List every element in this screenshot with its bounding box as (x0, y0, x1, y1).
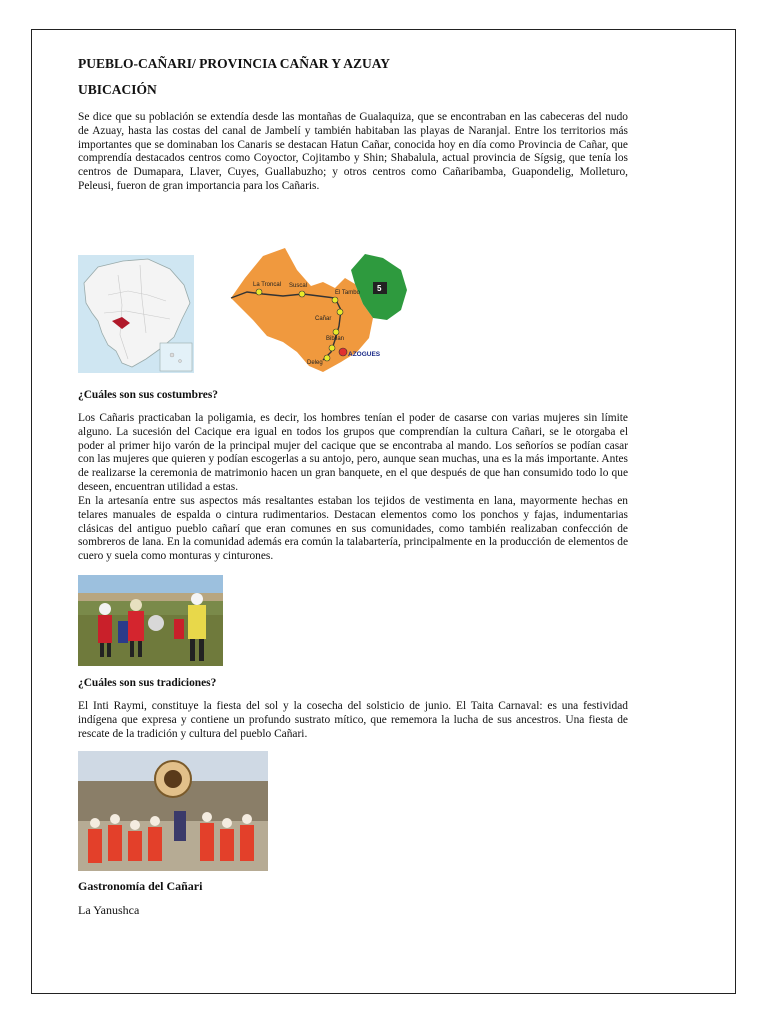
map-label-la-troncal: La Troncal (253, 282, 282, 288)
inti-raymi-photo-graphic (78, 751, 268, 871)
map-label-deleg: Deleg (307, 360, 323, 366)
traditions-paragraph: El Inti Raymi, constituye la fiesta del sol y la cosecha del solsticio de junio. El Taita Carnaval: es una festividad indígena que expresa y contiene un profundo sustrato mítico, que rememora la lucha de sus ancestros. Una fiesta de rescate de la tradición y cultura del pueblo Cañari. (78, 700, 628, 740)
canar-province-map (223, 248, 410, 376)
inti-raymi-photo (78, 751, 268, 871)
map-region-number: 5 (377, 284, 382, 293)
section-heading-ubicacion: UBICACIÓN (78, 82, 157, 97)
heading-gastronomia: Gastronomía del Cañari (78, 879, 203, 893)
heading-tradiciones: ¿Cuáles son sus tradiciones? (78, 677, 217, 689)
map-label-canar: Cañar (315, 316, 332, 322)
heading-costumbres: ¿Cuáles son sus costumbres? (78, 389, 218, 401)
dance-photo-1-graphic (78, 575, 223, 666)
map-label-suscal: Suscal (289, 283, 308, 289)
ecuador-map-graphic (78, 255, 194, 373)
dish-name: La Yanushca (78, 903, 140, 917)
map-label-azogues: AZOGUES (348, 351, 381, 358)
canar-map-graphic (223, 248, 410, 376)
ecuador-locator-map (78, 255, 194, 373)
customs-paragraph-2: En la artesanía entre sus aspectos más resaltantes estaban los tejidos de vestimenta en lana, mayormente hechas en telares manuales de espalda o cintura rudimentarios. Destacan elementos como los ponchos y fajas, indumentarias clásicas del antiguo pueblo cañarí que eran comunes en sus comunidades, como también realizaban confección de sombreros de lana. En la comunidad además era común la talabartería, principalmente en la producción de elementos de cuero y suela como monturas y cinturones. (78, 495, 628, 563)
map-label-biblian: Biblian (326, 336, 345, 342)
dance-photo-1 (78, 575, 223, 666)
document-title: PUEBLO-CAÑARI/ PROVINCIA CAÑAR Y AZUAY (78, 56, 391, 71)
customs-paragraph-1: Los Cañaris practicaban la poligamia, es decir, los hombres tenían el poder de casarse con varias mujeres sin límite alguno. La sucesión del Cacique era igual en todos los grupos que comprendían la cultura Cañari, se le otorgaba el poder al primer hijo varón de la principal mujer del cacique que se encontraba al mando. Los señoríos se podían casar con las mujeres que quieren y podían escogerlas a su antojo, pero, aunque sean muchas, una es la más importante. Antes de realizarse la ceremonia de matrimonio hacen un gran banquete, en el que después de que han consumido todo lo que deseen, encuentran utilidad a estas. (78, 412, 628, 493)
map-label-el-tambo: El Tambo (335, 290, 360, 296)
intro-paragraph: Se dice que su población se extendía desde las montañas de Gualaquiza, que se encontraban en las cabeceras del nudo de Azuay, hasta las costas del canal de Jambelí y también habitaban las playas de Naranjal. Entre los territorios más importantes que se dominaban los Canaris se destacan Hatun Cañar, conocida hoy en día como Provincia de Cañar, que comprendía destacados centros como Coyoctor, Cojitambo y Shin; Shabalula, actual provincia de Sígsig, que tenía los centros de Dumapara, Llaver, Cuyes, Guallabuzho; y otros centros como Cañaribamba, Guapondelig, Molleturo, Peleusi, fueron de gran importancia para los Cañaris. (78, 111, 628, 192)
